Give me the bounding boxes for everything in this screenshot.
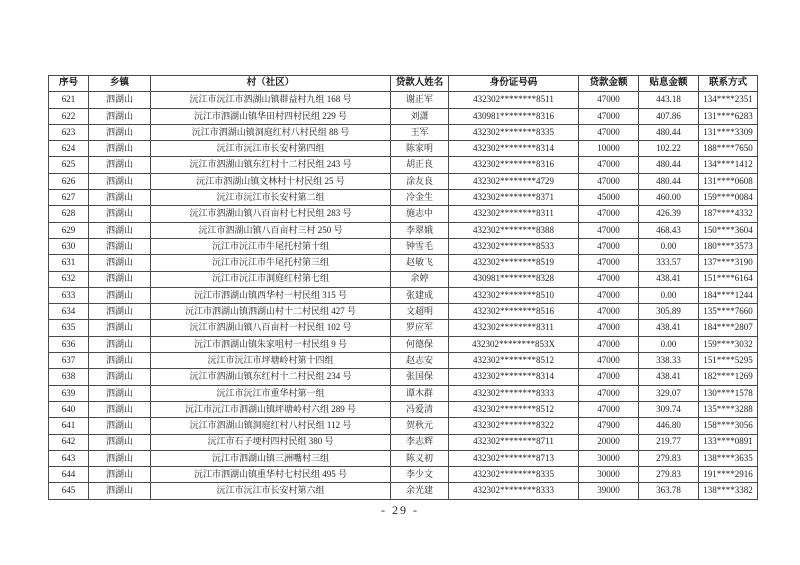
table-cell: 泗湖山 xyxy=(89,483,151,499)
table-cell: 陈家明 xyxy=(391,141,449,157)
table-cell: 432302********8512 xyxy=(449,353,579,369)
table-cell: 642 xyxy=(49,434,89,450)
table-cell: 沅江市泗湖山镇重华村七村民组 495 号 xyxy=(151,467,391,483)
table-row xyxy=(49,238,758,254)
table-cell: 47000 xyxy=(579,401,639,417)
table-cell: 629 xyxy=(49,222,89,238)
table-cell: 134****2351 xyxy=(699,92,758,108)
column-header: 身份证号码 xyxy=(449,76,579,92)
table-cell: 泗湖山 xyxy=(89,467,151,483)
table-cell: 438.41 xyxy=(639,271,699,287)
table-cell: 621 xyxy=(49,92,89,108)
table-cell: 184****2807 xyxy=(699,320,758,336)
table-row xyxy=(49,385,758,401)
table-cell: 沅江市沅江市长安村第六组 xyxy=(151,483,391,499)
table-cell: 329.07 xyxy=(639,385,699,401)
table-cell: 191****2916 xyxy=(699,467,758,483)
table-cell: 胡正良 xyxy=(391,157,449,173)
table-cell: 0.00 xyxy=(639,238,699,254)
table-cell: 沅江市沅江市长安村第四组 xyxy=(151,141,391,157)
table-row xyxy=(49,108,758,124)
table-cell: 沅江市泗湖山镇泗湖山村十二村民组 427 号 xyxy=(151,304,391,320)
table-cell: 47000 xyxy=(579,287,639,303)
table-cell: 泗湖山 xyxy=(89,369,151,385)
table-cell: 102.22 xyxy=(639,141,699,157)
table-row xyxy=(49,483,758,499)
table-row xyxy=(49,287,758,303)
table-cell: 泗湖山 xyxy=(89,304,151,320)
table-cell: 张国保 xyxy=(391,369,449,385)
table-header-row xyxy=(49,76,758,92)
table-cell: 645 xyxy=(49,483,89,499)
table-cell: 47000 xyxy=(579,385,639,401)
table-cell: 谢正军 xyxy=(391,92,449,108)
table-cell: 47000 xyxy=(579,304,639,320)
table-cell: 张建成 xyxy=(391,287,449,303)
table-cell: 432302********8713 xyxy=(449,450,579,466)
table-cell: 432302********8511 xyxy=(449,92,579,108)
table-cell: 279.83 xyxy=(639,450,699,466)
table-cell: 182****1269 xyxy=(699,369,758,385)
table-cell: 432302********8314 xyxy=(449,141,579,157)
table-cell: 432302********8519 xyxy=(449,255,579,271)
table-cell: 47000 xyxy=(579,222,639,238)
table-cell: 188****7650 xyxy=(699,141,758,157)
table-cell: 10000 xyxy=(579,141,639,157)
table-cell: 47000 xyxy=(579,369,639,385)
column-header: 贷款金额 xyxy=(579,76,639,92)
table-cell: 沅江市沅江市泗湖山镇坪塘岭村六组 289 号 xyxy=(151,401,391,417)
table-cell: 432302********853X xyxy=(449,336,579,352)
table-cell: 沅江市泗湖山镇西华村一村民组 315 号 xyxy=(151,287,391,303)
table-row xyxy=(49,92,758,108)
table-cell: 131****6283 xyxy=(699,108,758,124)
table-cell: 432302********8516 xyxy=(449,304,579,320)
table-cell: 沅江市沅江市坪塘岭村第十四组 xyxy=(151,353,391,369)
table-cell: 泗湖山 xyxy=(89,238,151,254)
table-cell: 432302********8333 xyxy=(449,385,579,401)
table-cell: 468.43 xyxy=(639,222,699,238)
table-cell: 泗湖山 xyxy=(89,92,151,108)
table-cell: 王军 xyxy=(391,124,449,140)
table-row xyxy=(49,467,758,483)
table-cell: 632 xyxy=(49,271,89,287)
table-cell: 130****1578 xyxy=(699,385,758,401)
table-cell: 338.33 xyxy=(639,353,699,369)
table-cell: 432302********8333 xyxy=(449,483,579,499)
table-cell: 泗湖山 xyxy=(89,206,151,222)
table-cell: 438.41 xyxy=(639,369,699,385)
table-row xyxy=(49,206,758,222)
table-row xyxy=(49,434,758,450)
table-cell: 冯爱清 xyxy=(391,401,449,417)
table-cell: 涂友良 xyxy=(391,173,449,189)
table-cell: 文超明 xyxy=(391,304,449,320)
table-cell: 432302********8311 xyxy=(449,320,579,336)
table-cell: 480.44 xyxy=(639,124,699,140)
table-cell: 泗湖山 xyxy=(89,401,151,417)
table-cell: 432302********8510 xyxy=(449,287,579,303)
table-row xyxy=(49,336,758,352)
table-cell: 30000 xyxy=(579,450,639,466)
table-cell: 309.74 xyxy=(639,401,699,417)
table-cell: 432302********4729 xyxy=(449,173,579,189)
table-cell: 133****0891 xyxy=(699,434,758,450)
table-cell: 622 xyxy=(49,108,89,124)
table-cell: 罗应军 xyxy=(391,320,449,336)
table-cell: 279.83 xyxy=(639,467,699,483)
table-cell: 泗湖山 xyxy=(89,108,151,124)
table-cell: 219.77 xyxy=(639,434,699,450)
table-cell: 47000 xyxy=(579,238,639,254)
table-cell: 泗湖山 xyxy=(89,434,151,450)
table-cell: 李志辉 xyxy=(391,434,449,450)
table-cell: 627 xyxy=(49,190,89,206)
table-cell: 沅江市泗湖山镇八百亩村一村民组 102 号 xyxy=(151,320,391,336)
table-cell: 641 xyxy=(49,418,89,434)
table-cell: 陈义初 xyxy=(391,450,449,466)
table-cell: 635 xyxy=(49,320,89,336)
table-cell: 赵志安 xyxy=(391,353,449,369)
table-cell: 639 xyxy=(49,385,89,401)
table-cell: 冷金生 xyxy=(391,190,449,206)
table-cell: 432302********8388 xyxy=(449,222,579,238)
table-cell: 626 xyxy=(49,173,89,189)
table-cell: 180****3573 xyxy=(699,238,758,254)
table-row xyxy=(49,124,758,140)
table-cell: 432302********8316 xyxy=(449,157,579,173)
table-cell: 432302********8371 xyxy=(449,190,579,206)
page-number: - 29 - xyxy=(381,503,419,517)
table-cell: 432302********8533 xyxy=(449,238,579,254)
table-cell: 谭木群 xyxy=(391,385,449,401)
table-cell: 634 xyxy=(49,304,89,320)
table-cell: 633 xyxy=(49,287,89,303)
table-cell: 131****3309 xyxy=(699,124,758,140)
column-header: 序号 xyxy=(49,76,89,92)
table-cell: 47000 xyxy=(579,271,639,287)
table-cell: 480.44 xyxy=(639,173,699,189)
table-cell: 134****1412 xyxy=(699,157,758,173)
table-cell: 沅江市泗湖山镇洞庭红村八村民组 88 号 xyxy=(151,124,391,140)
table-cell: 151****5295 xyxy=(699,353,758,369)
table-cell: 泗湖山 xyxy=(89,450,151,466)
table-row xyxy=(49,369,758,385)
table-cell: 47000 xyxy=(579,206,639,222)
table-cell: 钟雪毛 xyxy=(391,238,449,254)
table-cell: 沅江市泗湖山镇东红村十二村民组 243 号 xyxy=(151,157,391,173)
table-cell: 何德保 xyxy=(391,336,449,352)
table-cell: 李少文 xyxy=(391,467,449,483)
table-cell: 432302********8314 xyxy=(449,369,579,385)
table-cell: 187****4332 xyxy=(699,206,758,222)
table-cell: 47000 xyxy=(579,336,639,352)
table-cell: 640 xyxy=(49,401,89,417)
loan-subsidy-table xyxy=(48,75,758,500)
table-cell: 624 xyxy=(49,141,89,157)
table-cell: 131****0608 xyxy=(699,173,758,189)
table-cell: 李翠娥 xyxy=(391,222,449,238)
table-cell: 泗湖山 xyxy=(89,124,151,140)
table-cell: 45000 xyxy=(579,190,639,206)
table-cell: 438.41 xyxy=(639,320,699,336)
table-cell: 沅江市泗湖山镇朱家咀村一村民组 9 号 xyxy=(151,336,391,352)
table-cell: 135****3288 xyxy=(699,401,758,417)
table-cell: 305.89 xyxy=(639,304,699,320)
table-cell: 泗湖山 xyxy=(89,222,151,238)
table-cell: 426.39 xyxy=(639,206,699,222)
table-cell: 137****3190 xyxy=(699,255,758,271)
table-cell: 432302********8322 xyxy=(449,418,579,434)
table-cell: 432302********8711 xyxy=(449,434,579,450)
table-cell: 沅江市泗湖山镇华田村四村民组 229 号 xyxy=(151,108,391,124)
table-cell: 47000 xyxy=(579,92,639,108)
table-cell: 沅江市沅江市泗湖山镇群益村九组 168 号 xyxy=(151,92,391,108)
table-cell: 628 xyxy=(49,206,89,222)
table-cell: 151****6164 xyxy=(699,271,758,287)
table-cell: 637 xyxy=(49,353,89,369)
table-cell: 460.00 xyxy=(639,190,699,206)
table-cell: 407.86 xyxy=(639,108,699,124)
table-cell: 47000 xyxy=(579,157,639,173)
table-cell: 沅江市沅江市牛尾托村第十组 xyxy=(151,238,391,254)
table-cell: 333.57 xyxy=(639,255,699,271)
table-cell: 余婷 xyxy=(391,271,449,287)
table-cell: 沅江市泗湖山镇三洲嘴村三组 xyxy=(151,450,391,466)
table-row xyxy=(49,141,758,157)
table-row xyxy=(49,255,758,271)
table-cell: 泗湖山 xyxy=(89,418,151,434)
table-row xyxy=(49,320,758,336)
table-row xyxy=(49,222,758,238)
table-cell: 泗湖山 xyxy=(89,255,151,271)
table-cell: 159****0084 xyxy=(699,190,758,206)
table-cell: 沅江市泗湖山镇文林村十村民组 25 号 xyxy=(151,173,391,189)
table-cell: 443.18 xyxy=(639,92,699,108)
table-cell: 赵敏飞 xyxy=(391,255,449,271)
table-cell: 644 xyxy=(49,467,89,483)
table-cell: 余光建 xyxy=(391,483,449,499)
table-cell: 432302********8335 xyxy=(449,467,579,483)
table-cell: 47000 xyxy=(579,173,639,189)
column-header: 村（社区） xyxy=(151,76,391,92)
table-cell: 138****3382 xyxy=(699,483,758,499)
table-cell: 泗湖山 xyxy=(89,320,151,336)
table-cell: 沅江市泗湖山镇东红村十二村民组 234 号 xyxy=(151,369,391,385)
table-cell: 沅江市泗湖山镇洞庭红村八村民组 112 号 xyxy=(151,418,391,434)
table-cell: 47000 xyxy=(579,353,639,369)
table-cell: 沅江市泗湖山镇八百亩村七村民组 283 号 xyxy=(151,206,391,222)
table-cell: 0.00 xyxy=(639,287,699,303)
table-row xyxy=(49,157,758,173)
table-row xyxy=(49,271,758,287)
table-cell: 630 xyxy=(49,238,89,254)
table-cell: 432302********8311 xyxy=(449,206,579,222)
table-cell: 沅江市沅江市牛尾托村第三组 xyxy=(151,255,391,271)
table-cell: 泗湖山 xyxy=(89,353,151,369)
table-row xyxy=(49,418,758,434)
column-header: 联系方式 xyxy=(699,76,758,92)
table-cell: 150****3604 xyxy=(699,222,758,238)
table-row xyxy=(49,450,758,466)
table-cell: 159****3032 xyxy=(699,336,758,352)
table-cell: 184****1244 xyxy=(699,287,758,303)
table-cell: 沅江市沅江市洞庭红村第七组 xyxy=(151,271,391,287)
table-body xyxy=(49,92,758,499)
table-cell: 432302********8512 xyxy=(449,401,579,417)
column-header: 贷款人姓名 xyxy=(391,76,449,92)
table-cell: 泗湖山 xyxy=(89,271,151,287)
table-cell: 430981********8316 xyxy=(449,108,579,124)
table-row xyxy=(49,304,758,320)
table-cell: 158****3056 xyxy=(699,418,758,434)
table-cell: 泗湖山 xyxy=(89,287,151,303)
table-cell: 638 xyxy=(49,369,89,385)
column-header: 乡镇 xyxy=(89,76,151,92)
table-cell: 47000 xyxy=(579,124,639,140)
table-cell: 623 xyxy=(49,124,89,140)
table-cell: 30000 xyxy=(579,467,639,483)
table-cell: 0.00 xyxy=(639,336,699,352)
table-cell: 625 xyxy=(49,157,89,173)
table-cell: 47900 xyxy=(579,418,639,434)
table-cell: 20000 xyxy=(579,434,639,450)
table-row xyxy=(49,353,758,369)
table-cell: 47000 xyxy=(579,320,639,336)
table-cell: 泗湖山 xyxy=(89,173,151,189)
table-cell: 沅江市沅江市重华村第一组 xyxy=(151,385,391,401)
table-cell: 沅江市沅江市长安村第二组 xyxy=(151,190,391,206)
table-cell: 430981********8328 xyxy=(449,271,579,287)
table-row xyxy=(49,401,758,417)
table-cell: 贺秋元 xyxy=(391,418,449,434)
table-cell: 446.80 xyxy=(639,418,699,434)
table-cell: 47000 xyxy=(579,255,639,271)
table-cell: 泗湖山 xyxy=(89,157,151,173)
table-cell: 631 xyxy=(49,255,89,271)
table-cell: 沅江市石子埂村四村民组 380 号 xyxy=(151,434,391,450)
table-cell: 636 xyxy=(49,336,89,352)
table-cell: 泗湖山 xyxy=(89,190,151,206)
table-cell: 480.44 xyxy=(639,157,699,173)
table-cell: 泗湖山 xyxy=(89,336,151,352)
column-header: 贴息金额 xyxy=(639,76,699,92)
table-cell: 39000 xyxy=(579,483,639,499)
table-cell: 沅江市泗湖山镇八百亩村三村 250 号 xyxy=(151,222,391,238)
table-cell: 135****7660 xyxy=(699,304,758,320)
table-cell: 643 xyxy=(49,450,89,466)
table-cell: 泗湖山 xyxy=(89,385,151,401)
table-cell: 432302********8335 xyxy=(449,124,579,140)
table-header xyxy=(49,76,758,92)
table-cell: 363.78 xyxy=(639,483,699,499)
table-cell: 刘潇 xyxy=(391,108,449,124)
table-cell: 施志中 xyxy=(391,206,449,222)
table-cell: 138****3635 xyxy=(699,450,758,466)
table-cell: 47000 xyxy=(579,108,639,124)
table-cell: 泗湖山 xyxy=(89,141,151,157)
table-row xyxy=(49,190,758,206)
table-row xyxy=(49,173,758,189)
